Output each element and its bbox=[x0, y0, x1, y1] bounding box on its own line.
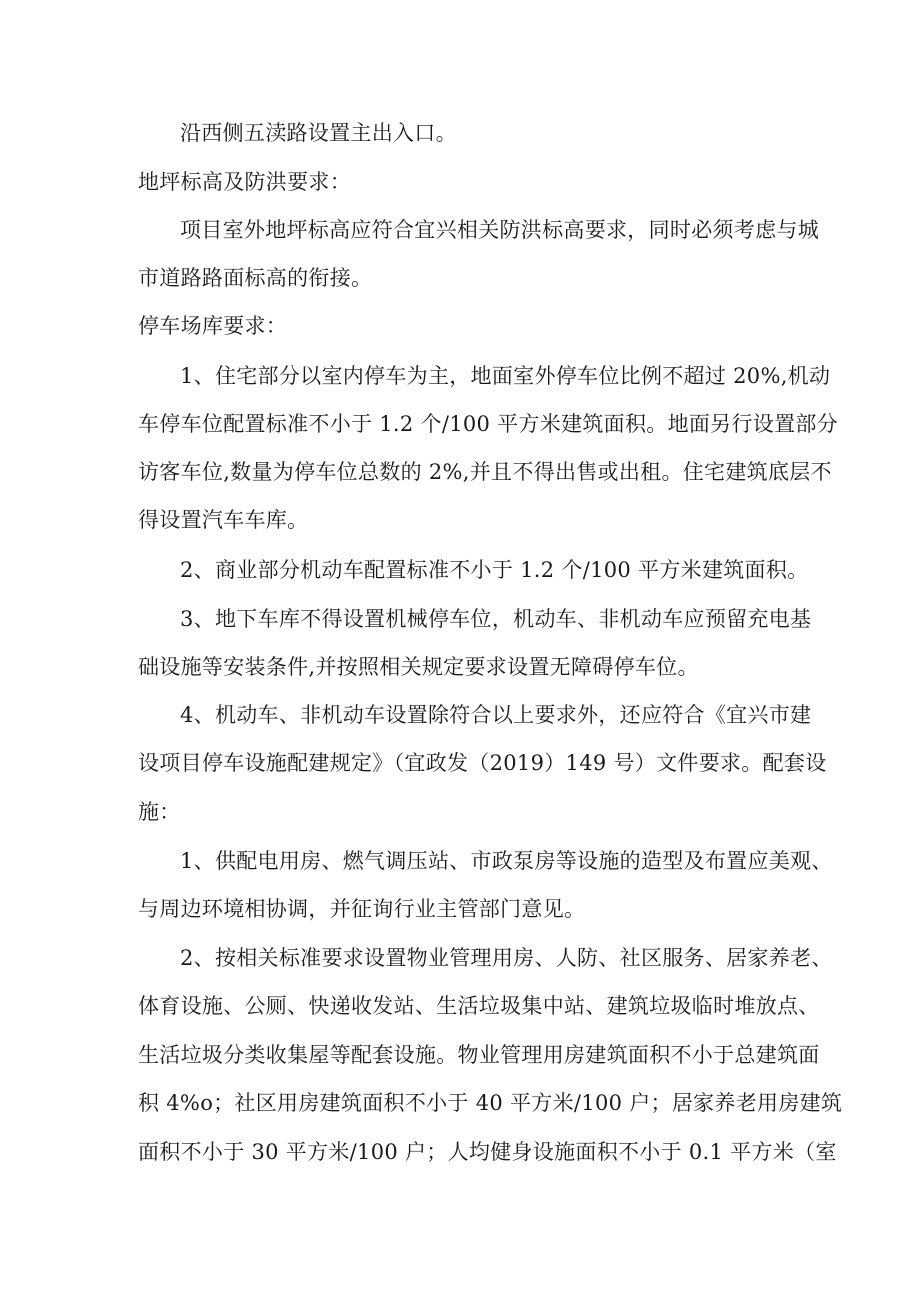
heading-parking: 停车场库要求： bbox=[138, 314, 288, 338]
text-line-14: 设项目停车设施配建规定》（宜政发（2019）149 号）文件要求。配套设 bbox=[138, 751, 827, 775]
text-line-4: 市道路路面标高的衔接。 bbox=[138, 266, 373, 290]
text-line-17: 与周边环境相协调，并征询行业主管部门意见。 bbox=[138, 897, 586, 921]
text-line-21: 积 4%o；社区用房建筑面积不小于 40 平方米/100 户；居家养老用房建筑 bbox=[138, 1091, 843, 1115]
text-line-16: 1、供配电用房、燃气调压站、市政泵房等设施的造型及布置应美观、 bbox=[180, 849, 833, 873]
text-line-18: 2、按相关标准要求设置物业管理用房、人防、社区服务、居家养老、 bbox=[180, 946, 833, 970]
text-line-8: 访客车位,数量为停车位总数的 2%,并且不得出售或出租。住宅建筑底层不 bbox=[138, 460, 832, 484]
text-line-22: 面积不小于 30 平方米/100 户；人均健身设施面积不小于 0.1 平方米（室 bbox=[138, 1140, 837, 1164]
text-line-13: 4、机动车、非机动车设置除符合以上要求外，还应符合《宜兴市建 bbox=[180, 703, 812, 727]
text-line-20: 生活垃圾分类收集屋等配套设施。物业管理用房建筑面积不小于总建筑面 bbox=[138, 1043, 820, 1067]
text-line-3: 项目室外地坪标高应符合宜兴相关防洪标高要求，同时必须考虑与城 bbox=[180, 218, 819, 242]
text-line-9: 得设置汽车车库。 bbox=[138, 508, 309, 532]
text-line-1: 沿西侧五渎路设置主出入口。 bbox=[180, 121, 457, 145]
text-line-15: 施： bbox=[138, 800, 181, 824]
text-line-11: 3、地下车库不得设置机械停车位，机动车、非机动车应预留充电基 bbox=[180, 607, 812, 631]
text-line-10: 2、商业部分机动车配置标准不小于 1.2 个/100 平方米建筑面积。 bbox=[180, 558, 809, 582]
text-line-19: 体育设施、公厕、快递收发站、生活垃圾集中站、建筑垃圾临时堆放点、 bbox=[138, 994, 820, 1018]
text-line-7: 车停车位配置标准不小于 1.2 个/100 平方米建筑面积。地面另行设置部分 bbox=[138, 412, 838, 436]
text-line-12: 础设施等安装条件,并按照相关规定要求设置无障碍停车位。 bbox=[138, 655, 699, 679]
text-line-6: 1、住宅部分以室内停车为主，地面室外停车位比例不超过 20%,机动 bbox=[180, 364, 831, 388]
heading-floor-elevation: 地坪标高及防洪要求： bbox=[138, 170, 351, 194]
